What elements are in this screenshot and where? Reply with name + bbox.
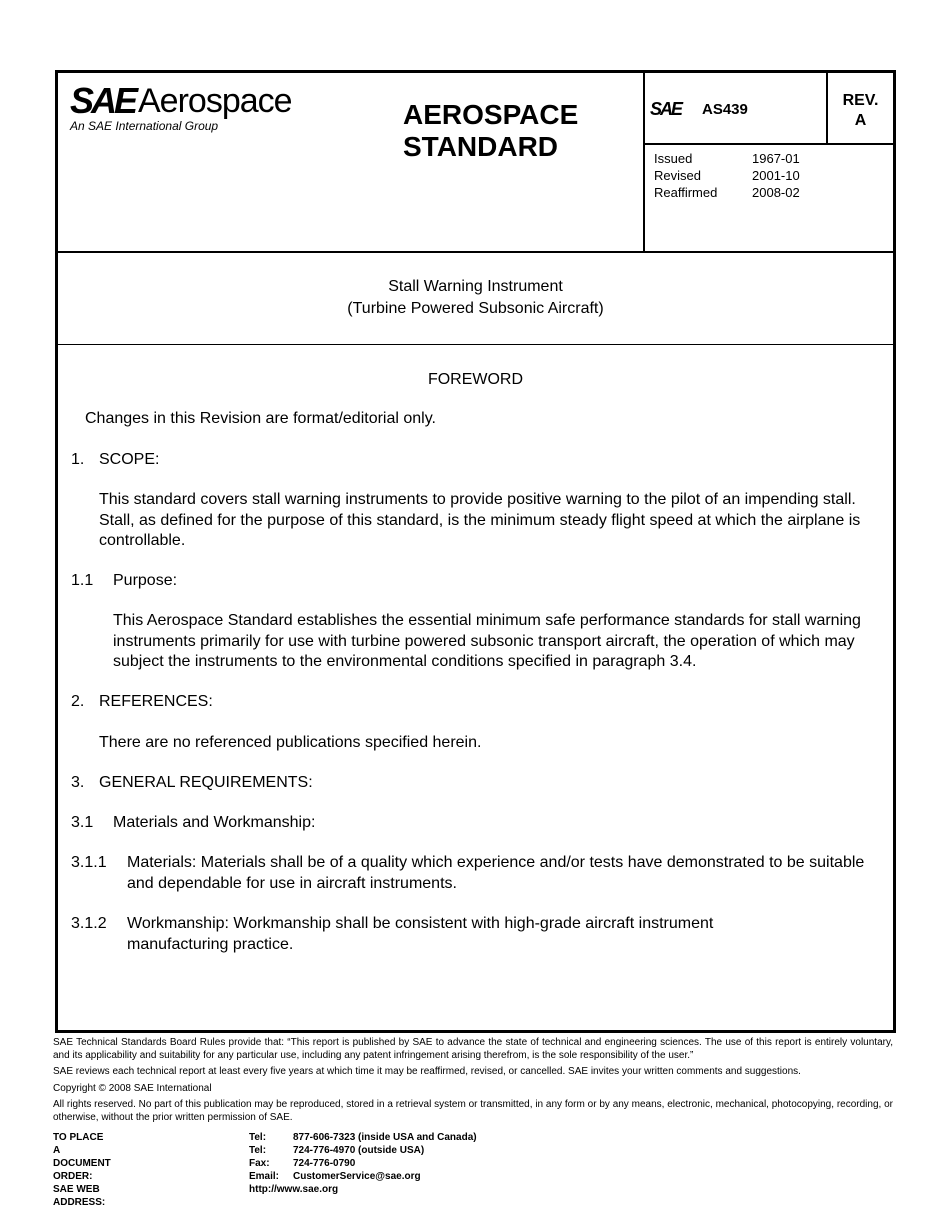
document-type-line2: STANDARD: [403, 131, 559, 162]
date-row: [654, 184, 800, 201]
footer-copyright: Copyright © 2008 SAE International: [53, 1082, 212, 1094]
section-heading: REFERENCES:: [99, 693, 213, 710]
section-number: 3.1.1: [71, 854, 107, 871]
section-text: This standard covers stall warning instruments to provide positive warning to the pilot of an impending stall. Stall, as defined for the purpose of this standard, is the minimum steady flight speed at which the airplane is controllable.: [99, 491, 861, 549]
footer-rights: All rights reserved. No part of this publication may be reproduced, stored in a retrieval system or transmitted, in any form or by any means, electronic, mechanical, photocopying, recording, or otherwise, without the prior written permission of SAE.: [53, 1099, 893, 1123]
contact-key: Email:: [249, 1171, 280, 1182]
footer-review: SAE reviews each technical report at least every five years at which time it may be reaffirmed, revised, or cancelled. SAE invites your written comments and suggestions.: [53, 1066, 801, 1077]
section-heading: GENERAL REQUIREMENTS:: [99, 774, 313, 791]
date-row: [654, 167, 800, 184]
date-label: Revised: [654, 168, 701, 183]
section-number: 1.: [71, 451, 85, 468]
document-number: AS439: [702, 101, 748, 118]
revision-value: A: [854, 112, 867, 129]
section-number: 2.: [71, 693, 85, 710]
document-title: Stall Warning Instrument: [388, 278, 563, 295]
document-dates: [654, 150, 800, 201]
document-title-box: [58, 253, 893, 345]
foreword-heading: FOREWORD: [427, 371, 524, 388]
section-heading: Purpose:: [113, 572, 178, 589]
date-label: Issued: [654, 151, 693, 166]
document-number-box: [650, 99, 820, 123]
date-value: 1967-01: [752, 151, 800, 166]
document-frame: [55, 70, 896, 1033]
web-address-link[interactable]: http://www.sae.org: [249, 1184, 339, 1195]
web-address-label: SAE WEB ADDRESS:: [53, 1184, 106, 1208]
contact-key: Tel:: [249, 1145, 267, 1156]
document-type: [403, 99, 643, 163]
foreword-text: Changes in this Revision are format/editorial only.: [85, 410, 436, 427]
section-heading: SCOPE:: [99, 451, 160, 468]
contact-key: Tel:: [249, 1132, 267, 1143]
section-number: 3.1: [71, 814, 94, 831]
document-type-line1: AEROSPACE: [403, 99, 579, 130]
revision-box: [828, 91, 893, 131]
contact-value: 724-776-0790: [293, 1158, 356, 1169]
header-divider: [643, 143, 893, 145]
section-text: This Aerospace Standard establishes the essential minimum safe performance standards for stall warning instruments primarily for use with turbine powered subsonic transport aircraft, the operation of which may subject the instruments to the environmental conditions specified in paragraph 3.4.: [113, 612, 861, 670]
sae-aerospace-logo: [70, 81, 400, 141]
date-label: Reaffirmed: [654, 185, 718, 200]
section-text: Materials: Materials shall be of a quality which experience and/or tests have demonstrated to be suitable and dependable for use in aircraft instruments.: [127, 854, 865, 892]
section-text: There are no referenced publications specified herein.: [99, 734, 482, 751]
section-number: 1.1: [71, 572, 94, 589]
document-footer: [53, 1037, 893, 1128]
date-value: 2001-10: [752, 168, 800, 183]
email-link[interactable]: CustomerService@sae.org: [293, 1171, 421, 1182]
contact-value: 877-606-7323 (inside USA and Canada): [293, 1132, 477, 1143]
header-divider: [643, 73, 645, 253]
logo-sae-mark: SAE: [70, 80, 136, 121]
date-value: 2008-02: [752, 185, 800, 200]
section-number: 3.1.2: [71, 915, 107, 932]
section-text: Workmanship: Workmanship shall be consistent with high-grade aircraft instrument manufacturing practice.: [127, 915, 714, 953]
revision-label: REV.: [842, 92, 879, 109]
contact-value: 724-776-4970 (outside USA): [293, 1145, 425, 1156]
order-label: TO PLACE A DOCUMENT ORDER:: [53, 1132, 111, 1182]
footer-rules: SAE Technical Standards Board Rules provide that: “This report is published by SAE to advance the state of technical and engineering sciences. The use of this report is entirely voluntary, and its applicability and suitability for any particular use, including any patent infringement arising therefrom, is the sole responsibility of the user.”: [53, 1037, 893, 1061]
date-row: [654, 150, 800, 167]
contact-key: Fax:: [249, 1158, 270, 1169]
logo-subtitle: An SAE International Group: [70, 119, 219, 133]
section-number: 3.: [71, 774, 85, 791]
section-heading: Materials and Workmanship:: [113, 814, 316, 831]
document-subtitle: (Turbine Powered Subsonic Aircraft): [347, 300, 604, 317]
document-header: [58, 73, 893, 253]
logo-aerospace-wordmark: Aerospace: [138, 82, 292, 120]
sae-small-logo: SAE: [650, 99, 682, 119]
